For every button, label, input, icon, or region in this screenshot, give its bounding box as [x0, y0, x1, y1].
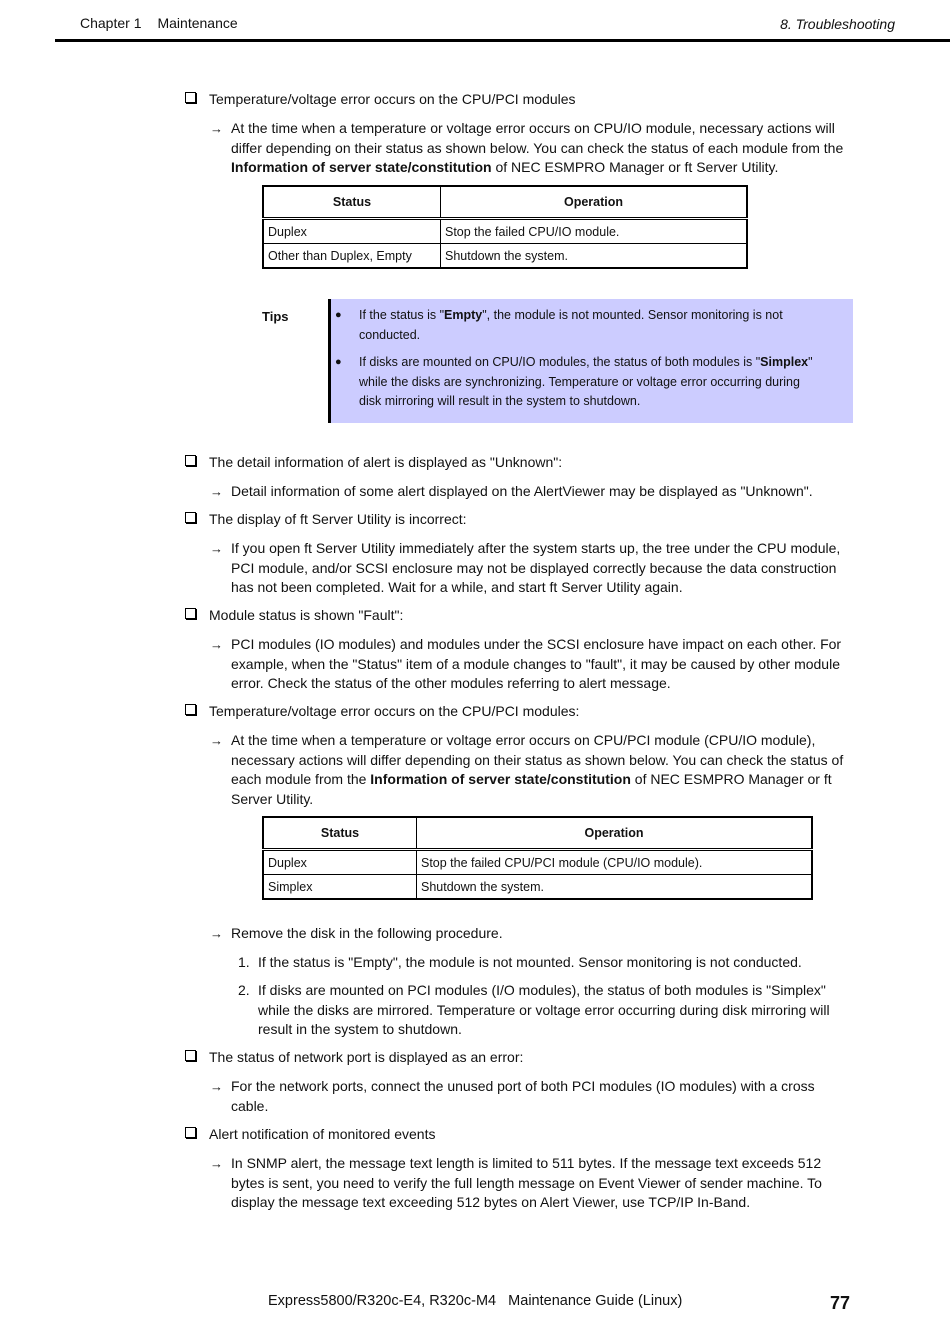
status-table-2: [262, 816, 813, 900]
table-row: [263, 850, 812, 875]
chapter-title: Maintenance: [157, 15, 238, 31]
checkbox-bullet-icon: [185, 1050, 196, 1061]
item-heading: The detail information of alert is displayed as "Unknown":: [185, 453, 562, 473]
item-detail: → For the network ports, connect the unused port of both PCI modules (IO modules) with a cross cable.: [210, 1078, 815, 1114]
table-cell: Other than Duplex, Empty: [263, 244, 441, 269]
arrow-right-icon: →: [210, 637, 223, 652]
chapter-label: [80, 15, 254, 31]
checkbox-bullet-icon: [185, 92, 196, 103]
table-cell: Stop the failed CPU/IO module.: [441, 219, 748, 244]
document-title: Express5800/R320c-E4, R320c-M4 Maintenance Guide (Linux): [268, 1293, 683, 1309]
checkbox-bullet-icon: [185, 704, 196, 715]
checkbox-bullet-icon: [185, 512, 196, 523]
item-heading: Temperature/voltage error occurs on the CPU/PCI modules:: [185, 702, 579, 722]
item-heading: Temperature/voltage error occurs on the CPU/PCI modules: [185, 90, 576, 110]
item-heading: The status of network port is displayed as an error:: [185, 1048, 523, 1068]
numbered-step: 1. If the status is "Empty", the module is not mounted. Sensor monitoring is not conducted.: [238, 954, 802, 970]
tips-box: [328, 299, 853, 423]
item-heading: Alert notification of monitored events: [185, 1125, 435, 1145]
item-detail: → If you open ft Server Utility immediately after the system starts up, the tree under the CPU module, PCI module, and/or SCSI enclosure may not be displayed correctly because the data construction has not been completed. Wait for a while, and start ft Server Utility again.: [210, 540, 841, 595]
chapter-number: Chapter 1: [80, 15, 142, 31]
page-header: [0, 0, 950, 44]
arrow-right-icon: →: [210, 121, 223, 136]
checkbox-bullet-icon: [185, 455, 196, 466]
arrow-right-icon: →: [210, 1156, 223, 1171]
table-cell: Stop the failed CPU/PCI module (CPU/IO module).: [417, 850, 813, 875]
arrow-right-icon: →: [210, 926, 223, 941]
table-header: Operation: [441, 186, 748, 219]
table-header: Status: [263, 817, 417, 850]
item-detail: → In SNMP alert, the message text length is limited to 511 bytes. If the message text exceeds 512 bytes is sent, you need to verify the full length message on Event Viewer of sender machine. To display the message text exceeding 512 bytes on Alert Viewer, use TCP/IP In-Band.: [210, 1155, 822, 1210]
table-row: [263, 244, 747, 269]
table-row: [263, 875, 812, 900]
checkbox-bullet-icon: [185, 608, 196, 619]
numbered-step: 2. If disks are mounted on PCI modules (I/O modules), the status of both modules is "Simplex" while the disks are mirrored. Temperature or voltage error occurring during disk mirroring will result in the system to shutdown.: [238, 982, 830, 1037]
item-heading: Module status is shown "Fault":: [185, 606, 403, 626]
bullet-icon: ●: [335, 356, 342, 368]
table-cell: Simplex: [263, 875, 417, 900]
arrow-right-icon: →: [210, 541, 223, 556]
tip-item: ● If the status is "Empty", the module is not mounted. Sensor monitoring is not conducted.: [335, 308, 783, 342]
table-header: Operation: [417, 817, 813, 850]
arrow-right-icon: →: [210, 484, 223, 499]
table-cell: Duplex: [263, 219, 441, 244]
arrow-right-icon: →: [210, 733, 223, 748]
table-row: [263, 219, 747, 244]
item-detail: → At the time when a temperature or voltage error occurs on CPU/PCI module (CPU/IO module), necessary actions will differ depending on their status as shown below. You can check the status of each module from the Information of server state/constitution of NEC ESMPRO Manager or ft Server Utility.: [210, 732, 844, 807]
item-detail: → Remove the disk in the following procedure.: [210, 924, 855, 944]
table-cell: Shutdown the system.: [417, 875, 813, 900]
tip-item: ● If disks are mounted on CPU/IO modules, the status of both modules is "Simplex" while the disks are synchronizing. Temperature or voltage error occurring during disk mirroring will result in the system to shutdown.: [335, 355, 813, 408]
item-detail: → Detail information of some alert displayed on the AlertViewer may be displayed as "Unknown".: [210, 482, 855, 502]
table-cell: Shutdown the system.: [441, 244, 748, 269]
section-title: 8. Troubleshooting: [780, 16, 895, 32]
bullet-icon: ●: [335, 309, 342, 321]
status-table-1: [262, 185, 748, 269]
item-detail: → At the time when a temperature or voltage error occurs on CPU/IO module, necessary actions will differ depending on their status as shown below. You can check the status of each module from the Information of server state/constitution of NEC ESMPRO Manager or ft Server Utility.: [210, 120, 844, 175]
tips-label: Tips: [262, 309, 289, 324]
header-rule: [55, 39, 950, 42]
item-detail: → PCI modules (IO modules) and modules under the SCSI enclosure have impact on each other. For example, when the "Status" item of a module changes to "fault", it may be caused by other module error. Check the status of the other modules referring to alert message.: [210, 636, 842, 691]
item-heading: The display of ft Server Utility is incorrect:: [185, 510, 467, 530]
arrow-right-icon: →: [210, 1079, 223, 1094]
checkbox-bullet-icon: [185, 1127, 196, 1138]
table-cell: Duplex: [263, 850, 417, 875]
table-header: Status: [263, 186, 441, 219]
page-number: 77: [830, 1293, 851, 1313]
